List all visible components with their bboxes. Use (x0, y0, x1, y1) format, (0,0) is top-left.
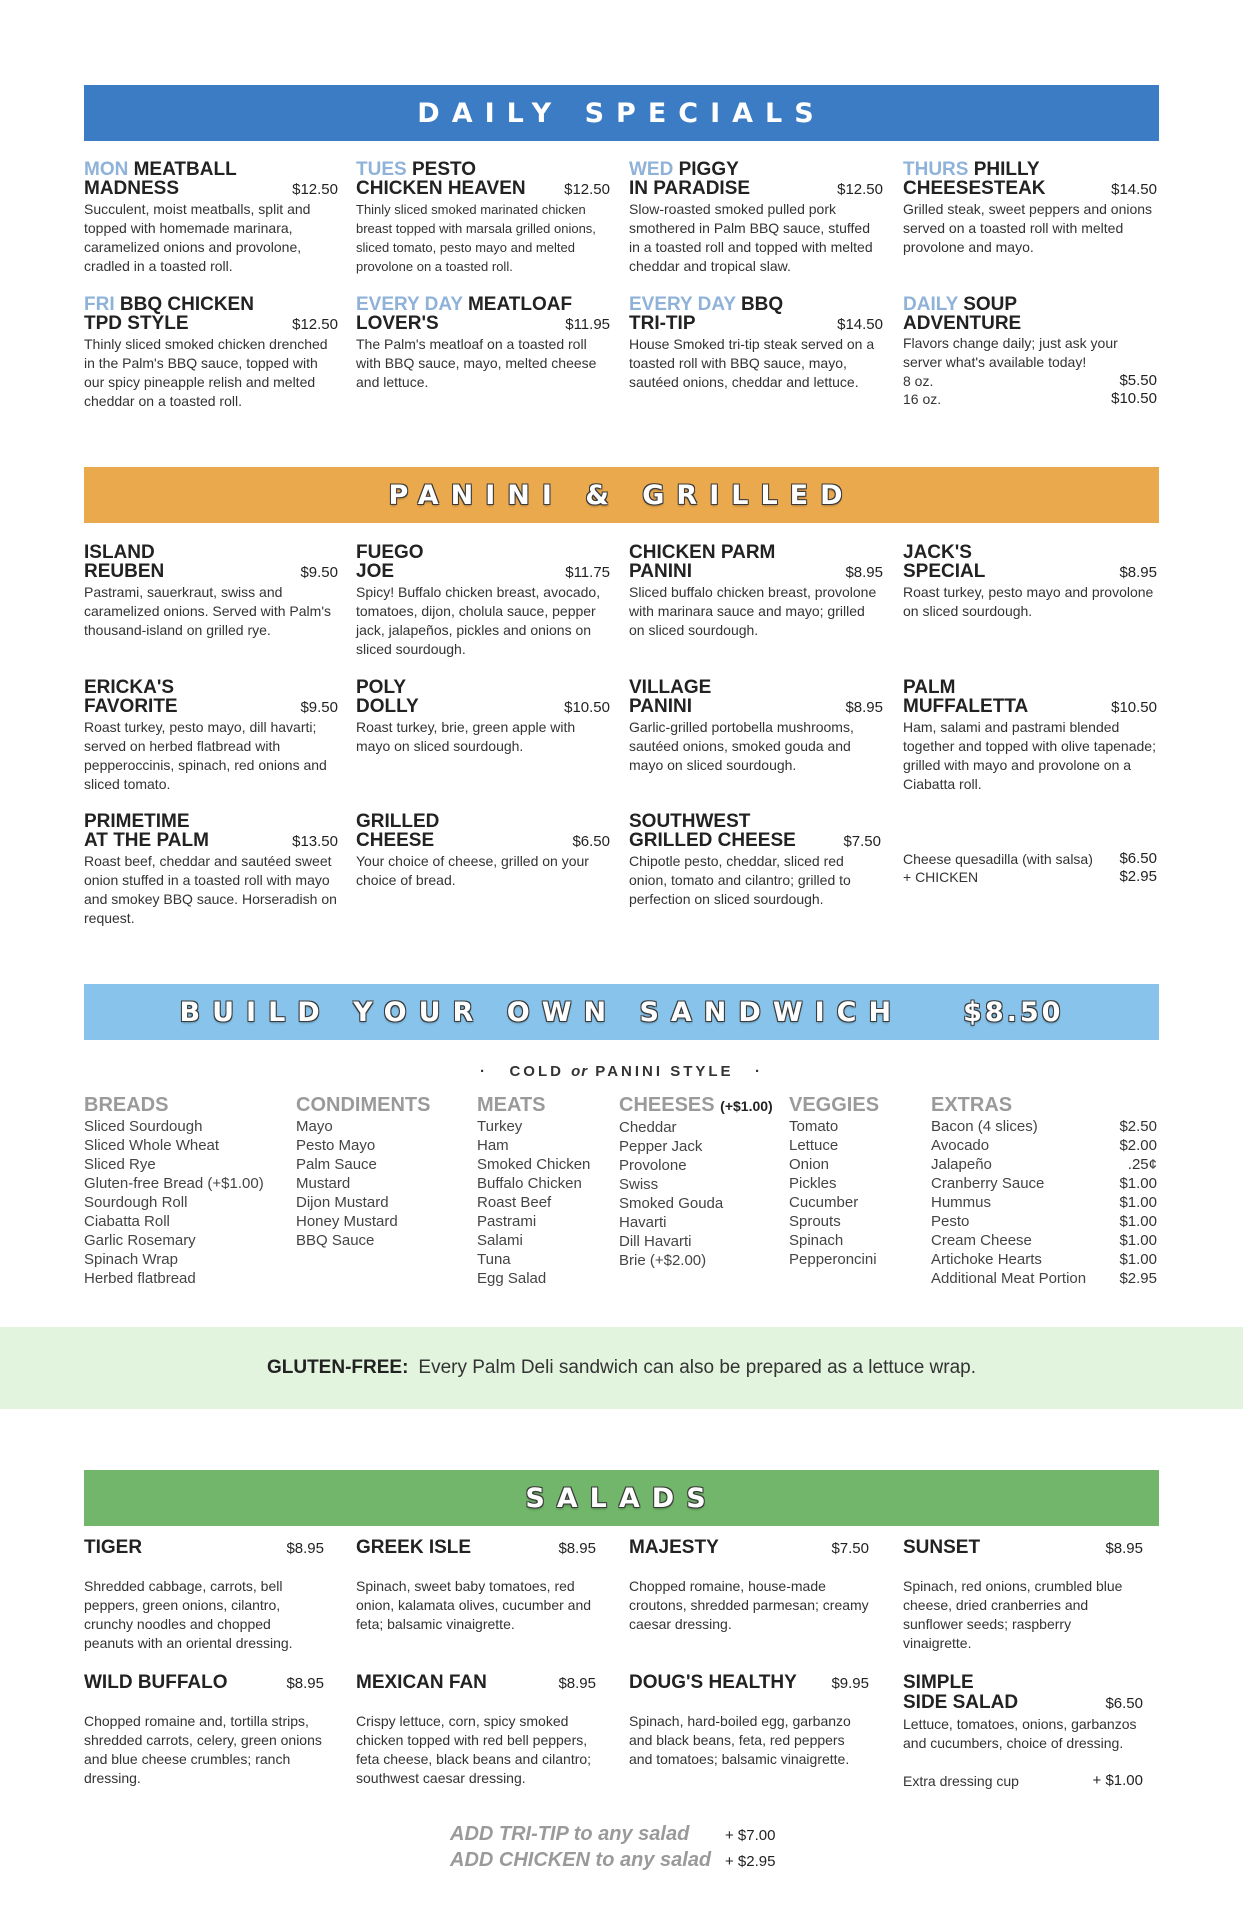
extra-item-name: Cream Cheese (931, 1232, 1032, 1249)
breads-heading: BREADS (84, 1094, 169, 1116)
side-salad-desc: Lettuce, tomatoes, onions, garbanzos and cucumbers, choice of dressing. (903, 1716, 1137, 1751)
condiment-item: Honey Mustard (296, 1213, 398, 1230)
panini-desc: Your choice of cheese, grilled on your choice of bread. (356, 853, 589, 888)
salad-name: WILD BUFFALO (84, 1672, 228, 1693)
meat-item: Roast Beef (477, 1194, 552, 1211)
cheeses-heading: CHEESES (619, 1094, 715, 1116)
special-name-line1: PHILLY (973, 159, 1040, 180)
cheese-item: Havarti (619, 1214, 667, 1231)
salads-banner (84, 1470, 1159, 1526)
salad-name: GREEK ISLE (356, 1537, 472, 1558)
dot: · (755, 1063, 764, 1080)
panini-price: $7.50 (843, 833, 881, 850)
condiment-item: Dijon Mustard (296, 1194, 389, 1211)
extra-item (931, 1231, 1157, 1250)
panini-desc: Roast turkey, pesto mayo, dill havarti; served on herbed flatbread with pepperoccinis, spinach, red onions and sliced tomato. (84, 719, 327, 792)
extra-item-name: Jalapeño (931, 1156, 992, 1173)
quesadilla-label: Cheese quesadilla (with salsa) (903, 851, 1093, 867)
special-name-line1: PIGGY (678, 159, 739, 180)
style-or: or (571, 1063, 589, 1080)
panini-item (84, 812, 338, 928)
special-desc: Grilled steak, sweet peppers and onions served on a toasted roll with melted provolone and mayo. (903, 201, 1153, 255)
extra-item-name: Pesto (931, 1213, 970, 1230)
panini-item (629, 812, 881, 909)
extra-item-name: Additional Meat Portion (931, 1270, 1087, 1287)
panini-item (903, 678, 1157, 794)
meat-item: Turkey (477, 1118, 523, 1135)
salad-desc: Chopped romaine, house-made croutons, shredded parmesan; creamy caesar dressing. (629, 1578, 869, 1632)
veggies-column (789, 1093, 909, 1269)
special-item-meatloaf (356, 295, 610, 392)
special-desc: House Smoked tri-tip steak served on a toasted roll with BBQ sauce, mayo, sautéed onions, cheddar and lettuce. (629, 336, 875, 390)
special-item-mon (84, 160, 338, 276)
extras-column (931, 1093, 1157, 1288)
cheeses-surcharge: (+$1.00) (720, 1098, 773, 1114)
bread-item: Gluten-free Bread (+$1.00) (84, 1175, 264, 1192)
panini-price: $6.50 (572, 833, 610, 850)
salad-desc: Spinach, hard-boiled egg, garbanzo and black beans, feta, red peppers and tomatoes; balsamic vinaigrette. (629, 1713, 851, 1767)
meats-column (477, 1093, 607, 1288)
extra-item (931, 1269, 1157, 1288)
panini-name-line2: CHEESE (356, 830, 435, 851)
extra-item-price: $1.00 (1119, 1251, 1157, 1268)
special-item-tritip (629, 295, 883, 392)
veggies-heading: VEGGIES (789, 1094, 880, 1116)
quesadilla-label: + CHICKEN (903, 869, 979, 885)
extra-item-price: $2.50 (1119, 1118, 1157, 1135)
panini-desc: Spicy! Buffalo chicken breast, avocado, tomatoes, dijon, cholula sauce, pepper jack, jalapeños, pickles and onions on sliced sourdough. (356, 584, 601, 657)
panini-title: PANINI & GRILLED (388, 479, 855, 511)
special-desc: Succulent, moist meatballs, split and topped with homemade marinara, caramelized onions and provolone, cradled in a toasted roll. (84, 201, 311, 274)
meats-heading: MEATS (477, 1094, 546, 1116)
panini-item (356, 543, 610, 659)
extra-item-name: Artichoke Hearts (931, 1251, 1042, 1268)
extra-item-name: Avocado (931, 1137, 990, 1154)
bread-item: Garlic Rosemary (84, 1232, 196, 1249)
style-panini: PANINI STYLE (595, 1063, 734, 1080)
panini-name-line2: DOLLY (356, 696, 419, 717)
quesadilla-row (903, 850, 1157, 868)
addon-row (450, 1848, 775, 1874)
panini-item (84, 543, 338, 640)
veggie-item: Lettuce (789, 1137, 839, 1154)
special-day: EVERY DAY (356, 294, 463, 315)
special-name-line1: BBQ CHICKEN (119, 294, 254, 315)
salad-desc: Crispy lettuce, corn, spicy smoked chicken topped with red bell peppers, feta cheese, black beans and cilantro; southwest caesar dressing. (356, 1713, 592, 1786)
panini-desc: Pastrami, sauerkraut, swiss and caramelized onions. Served with Palm's thousand-island on grilled rye. (84, 584, 332, 638)
salad-item (903, 1538, 1143, 1653)
bread-item: Spinach Wrap (84, 1251, 178, 1268)
meat-item: Smoked Chicken (477, 1156, 591, 1173)
condiments-column (296, 1093, 456, 1250)
veggie-item: Tomato (789, 1118, 839, 1135)
special-day: THURS (903, 159, 969, 180)
panini-item (903, 543, 1157, 621)
condiments-heading: CONDIMENTS (296, 1094, 431, 1116)
byo-price: $8.50 (963, 996, 1064, 1028)
extra-item-price: $1.00 (1119, 1213, 1157, 1230)
soup-price: $5.50 (1119, 372, 1157, 389)
side-salad-item (903, 1673, 1143, 1790)
special-day: DAILY (903, 294, 958, 315)
panini-name-line1: JACK'S (903, 542, 972, 563)
panini-name-line1: FUEGO (356, 542, 424, 563)
bread-item: Sliced Whole Wheat (84, 1137, 220, 1154)
special-desc: Thinly sliced smoked chicken drenched in the Palm's BBQ sauce, topped with our spicy pineapple relish and melted cheddar on a toasted roll. (84, 336, 328, 409)
panini-price: $11.75 (565, 564, 610, 581)
panini-desc: Roast beef, cheddar and sautéed sweet onion stuffed in a toasted roll with mayo and smokey BBQ sauce. Horseradish on request. (84, 853, 337, 926)
extra-item-price: $2.00 (1119, 1137, 1157, 1154)
daily-specials-title: DAILY SPECIALS (417, 97, 826, 129)
salad-name: TIGER (84, 1537, 143, 1558)
bread-item: Sliced Rye (84, 1156, 156, 1173)
gluten-free-text: Every Palm Deli sandwich can also be prepared as a lettuce wrap. (418, 1357, 977, 1378)
special-price: $12.50 (292, 316, 338, 333)
veggie-item: Spinach (789, 1232, 844, 1249)
extra-item-price: $2.95 (1119, 1270, 1157, 1287)
side-salad-name-line2: SIDE SALAD (903, 1692, 1019, 1713)
meat-item: Egg Salad (477, 1270, 547, 1287)
extra-item (931, 1193, 1157, 1212)
extra-item (931, 1155, 1157, 1174)
salad-name: MEXICAN FAN (356, 1672, 487, 1693)
salad-desc: Spinach, sweet baby tomatoes, red onion, kalamata olives, cucumber and feta; balsamic vinaigrette. (356, 1578, 592, 1632)
breads-column (84, 1093, 284, 1288)
panini-name-line1: GRILLED (356, 811, 440, 832)
gluten-free-band (0, 1327, 1243, 1409)
special-name-line2: CHICKEN HEAVEN (356, 178, 526, 199)
extras-list (931, 1117, 1157, 1288)
salad-item (629, 1673, 869, 1769)
meat-item: Tuna (477, 1251, 511, 1268)
breads-list (84, 1117, 284, 1288)
cheese-item: Cheddar (619, 1119, 677, 1136)
salad-price: $8.95 (286, 1540, 324, 1557)
panini-banner (84, 467, 1159, 523)
salad-item (629, 1538, 869, 1634)
panini-item (356, 678, 610, 756)
panini-name-line1: PALM (903, 677, 956, 698)
special-name-line2: CHEESESTEAK (903, 178, 1046, 199)
salad-item (356, 1673, 596, 1788)
cheeses-column (619, 1093, 779, 1270)
special-desc: The Palm's meatloaf on a toasted roll with BBQ sauce, mayo, melted cheese and lettuce. (356, 336, 597, 390)
veggie-item: Onion (789, 1156, 830, 1173)
panini-name-line2: PANINI (629, 561, 692, 582)
soup-size: 8 oz. (903, 373, 934, 389)
panini-price: $9.50 (300, 564, 338, 581)
special-price: $12.50 (564, 181, 610, 198)
veggie-item: Pepperoncini (789, 1251, 877, 1268)
extra-dressing-price: + $1.00 (1092, 1772, 1143, 1789)
addon-price: + $2.95 (725, 1853, 776, 1870)
addon-row (450, 1822, 775, 1848)
special-price: $11.95 (565, 316, 610, 333)
salad-item (84, 1673, 324, 1788)
byo-title: BUILD YOUR OWN SANDWICH (179, 996, 904, 1028)
veggie-item: Cucumber (789, 1194, 859, 1211)
side-salad-price: $6.50 (1105, 1695, 1143, 1712)
special-name-line1: BBQ (740, 294, 784, 315)
panini-desc: Garlic-grilled portobella mushrooms, sautéed onions, smoked gouda and mayo on sliced sourdough. (629, 719, 854, 773)
special-day: TUES (356, 159, 407, 180)
special-item-thurs (903, 160, 1157, 257)
condiment-item: Mustard (296, 1175, 351, 1192)
extra-item (931, 1117, 1157, 1136)
extra-item (931, 1250, 1157, 1269)
salad-price: $7.50 (831, 1540, 869, 1557)
special-day: WED (629, 159, 674, 180)
panini-price: $10.50 (1111, 699, 1157, 716)
special-item-wed (629, 160, 883, 276)
meat-item: Ham (477, 1137, 509, 1154)
panini-name-line2: PANINI (629, 696, 692, 717)
bread-item: Sliced Sourdough (84, 1118, 203, 1135)
condiments-list (296, 1117, 456, 1250)
salad-desc: Spinach, red onions, crumbled blue cheese, dried cranberries and sunflower seeds; raspberry vinaigrette. (903, 1578, 1123, 1651)
soup-size-row (903, 390, 1157, 408)
extra-item-price: $1.00 (1119, 1194, 1157, 1211)
condiment-item: Pesto Mayo (296, 1137, 376, 1154)
panini-price: $8.95 (845, 699, 883, 716)
salad-addons (450, 1822, 775, 1874)
extra-item-name: Cranberry Sauce (931, 1175, 1045, 1192)
panini-price: $8.95 (845, 564, 883, 581)
meat-item: Salami (477, 1232, 523, 1249)
panini-name-line2: FAVORITE (84, 696, 178, 717)
cheese-item: Smoked Gouda (619, 1195, 724, 1212)
special-name-line2: ADVENTURE (903, 313, 1022, 334)
soup-size: 16 oz. (903, 391, 942, 407)
special-name-line1: MEATLOAF (467, 294, 573, 315)
special-desc: Thinly sliced smoked marinated chicken breast topped with marsala grilled onions, sliced tomato, pesto mayo and melted provolone on a toasted roll. (356, 202, 596, 274)
extra-item-name: Hummus (931, 1194, 992, 1211)
extra-item (931, 1174, 1157, 1193)
salads-title: SALADS (525, 1482, 718, 1514)
soup-price: $10.50 (1111, 390, 1157, 407)
panini-desc: Ham, salami and pastrami blended together and topped with olive tapenade; grilled with mayo and provolone on a Ciabatta roll. (903, 719, 1156, 792)
panini-price: $13.50 (292, 833, 338, 850)
special-item-fri (84, 295, 338, 411)
quesadilla-price: $2.95 (1119, 868, 1157, 885)
panini-item (84, 678, 338, 794)
addon-price: + $7.00 (725, 1827, 776, 1844)
panini-desc: Roast turkey, pesto mayo and provolone on sliced sourdough. (903, 584, 1154, 619)
panini-name-line2: MUFFALETTA (903, 696, 1029, 717)
special-name-line1: SOUP (963, 294, 1018, 315)
salad-price: $8.95 (1105, 1540, 1143, 1557)
panini-item (629, 543, 883, 640)
panini-price: $10.50 (564, 699, 610, 716)
special-item-tues (356, 160, 610, 276)
panini-name-line2: REUBEN (84, 561, 165, 582)
quesadilla-block (903, 850, 1157, 886)
special-name-line2: IN PARADISE (629, 178, 751, 199)
salad-name: SUNSET (903, 1537, 981, 1558)
salad-name: MAJESTY (629, 1537, 719, 1558)
special-name-line1: MEATBALL (133, 159, 237, 180)
salad-price: $9.95 (831, 1675, 869, 1692)
side-salad-name-line1: SIMPLE (903, 1672, 974, 1693)
condiment-item: BBQ Sauce (296, 1232, 375, 1249)
panini-desc: Sliced buffalo chicken breast, provolone with marinara sauce and mayo; grilled on sliced sourdough. (629, 584, 877, 638)
extra-item (931, 1212, 1157, 1231)
daily-specials-banner (84, 85, 1159, 141)
special-day: MON (84, 159, 129, 180)
cheeses-list (619, 1118, 779, 1270)
special-day: EVERY DAY (629, 294, 736, 315)
salad-price: $8.95 (286, 1675, 324, 1692)
bread-item: Sourdough Roll (84, 1194, 188, 1211)
salad-price: $8.95 (558, 1675, 596, 1692)
extra-item-price: $1.00 (1119, 1232, 1157, 1249)
salad-price: $8.95 (558, 1540, 596, 1557)
cheese-item: Brie (+$2.00) (619, 1252, 707, 1269)
addon-label: ADD CHICKEN to any salad (450, 1849, 712, 1871)
soup-size-row (903, 372, 1157, 390)
meat-item: Pastrami (477, 1213, 537, 1230)
special-price: $12.50 (292, 181, 338, 198)
panini-name-line2: AT THE PALM (84, 830, 209, 851)
extra-dressing-row (903, 1772, 1143, 1790)
panini-item (356, 812, 610, 890)
special-name-line1: PESTO (411, 159, 477, 180)
special-name-line2: TPD STYLE (84, 313, 189, 334)
extra-item-price: $1.00 (1119, 1175, 1157, 1192)
panini-price: $8.95 (1119, 564, 1157, 581)
meat-item: Buffalo Chicken (477, 1175, 582, 1192)
special-desc: Flavors change daily; just ask your server what's available today! (903, 335, 1118, 370)
panini-name-line1: CHICKEN PARM (629, 542, 776, 563)
bread-item: Ciabatta Roll (84, 1213, 170, 1230)
extra-item-price: .25¢ (1127, 1156, 1157, 1173)
salad-desc: Chopped romaine and, tortilla strips, shredded carrots, celery, green onions and blue cheese crumbles; ranch dressing. (84, 1713, 322, 1786)
addon-label: ADD TRI-TIP to any salad (450, 1823, 690, 1845)
panini-name-line1: POLY (356, 677, 406, 698)
extra-item-name: Bacon (4 slices) (931, 1118, 1038, 1135)
panini-name-line2: GRILLED CHEESE (629, 830, 796, 851)
byo-banner (84, 984, 1159, 1040)
gluten-free-label: GLUTEN-FREE: (266, 1357, 409, 1378)
panini-item (629, 678, 883, 775)
extras-heading: EXTRAS (931, 1094, 1013, 1116)
quesadilla-row (903, 868, 1157, 886)
panini-name-line1: PRIMETIME (84, 811, 190, 832)
salad-item (84, 1538, 324, 1653)
special-name-line2: MADNESS (84, 178, 180, 199)
veggie-item: Sprouts (789, 1213, 841, 1230)
special-price: $14.50 (837, 316, 883, 333)
bread-item: Herbed flatbread (84, 1270, 196, 1287)
special-name-line2: TRI-TIP (629, 313, 696, 334)
panini-name-line1: VILLAGE (629, 677, 712, 698)
salad-desc: Shredded cabbage, carrots, bell peppers, green onions, cilantro, crunchy noodles and chopped peanuts with an oriental dressing. (84, 1578, 293, 1651)
panini-name-line1: ISLAND (84, 542, 155, 563)
quesadilla-price: $6.50 (1119, 850, 1157, 867)
panini-desc: Roast turkey, brie, green apple with mayo on sliced sourdough. (356, 719, 576, 754)
style-cold: COLD (509, 1063, 564, 1080)
byo-style-line (0, 1063, 1243, 1080)
extra-item (931, 1136, 1157, 1155)
special-name-line2: LOVER'S (356, 313, 439, 334)
veggie-item: Pickles (789, 1175, 837, 1192)
meats-list (477, 1117, 607, 1288)
panini-name-line2: SPECIAL (903, 561, 986, 582)
panini-name-line1: ERICKA'S (84, 677, 175, 698)
salad-item (356, 1538, 596, 1634)
condiment-item: Mayo (296, 1118, 333, 1135)
cheese-item: Dill Havarti (619, 1233, 692, 1250)
cheese-item: Pepper Jack (619, 1138, 703, 1155)
special-price: $12.50 (837, 181, 883, 198)
cheese-item: Provolone (619, 1157, 687, 1174)
dot: · (479, 1063, 488, 1080)
cheese-item: Swiss (619, 1176, 659, 1193)
extra-dressing-label: Extra dressing cup (903, 1773, 1019, 1789)
panini-name-line2: JOE (356, 561, 395, 582)
salad-name: DOUG'S HEALTHY (629, 1672, 797, 1693)
panini-name-line1: SOUTHWEST (629, 811, 751, 832)
special-price: $14.50 (1111, 181, 1157, 198)
panini-price: $9.50 (300, 699, 338, 716)
condiment-item: Palm Sauce (296, 1156, 377, 1173)
special-desc: Slow-roasted smoked pulled pork smothered in Palm BBQ sauce, stuffed in a toasted roll and topped with melted cheddar and tropical slaw. (629, 201, 873, 274)
veggies-list (789, 1117, 909, 1269)
special-day: FRI (84, 294, 115, 315)
panini-desc: Chipotle pesto, cheddar, sliced red onion, tomato and cilantro; grilled to perfection on sliced sourdough. (629, 853, 851, 907)
special-item-soup (903, 295, 1157, 408)
